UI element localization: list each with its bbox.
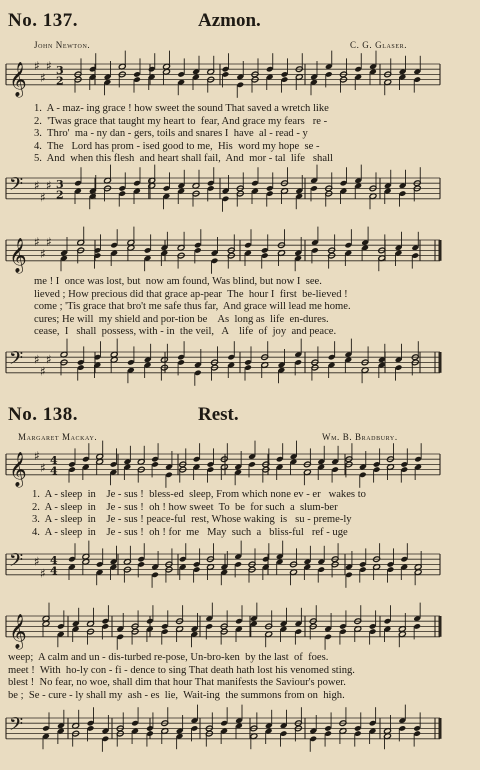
time-signature-bottom: 4 — [50, 464, 58, 478]
sharp-icon: ♯ — [40, 247, 46, 262]
verse-line: 2. A - sleep in Je - sus ! oh ! how sweet To be for such a slum-ber — [32, 501, 338, 513]
sharp-icon: ♯ — [40, 190, 46, 205]
sharp-icon: ♯ — [34, 235, 40, 250]
hymn-137-verses-part-1 — [34, 103, 333, 166]
sharp-icon: ♯ — [46, 352, 52, 367]
bass-clef-icon: 𝄢 — [9, 348, 24, 374]
sharp-icon: ♯ — [40, 566, 46, 581]
hymn-138-author: Margaret Mackay. — [18, 432, 98, 442]
verse-line: be ; Se - cure - ly shall my ash - es lie, Wait-ing the summons from on high. — [8, 689, 345, 701]
hymn-138-number: No. 138. — [8, 404, 78, 425]
verse-line: 1. A - sleep in Je - sus ! bless-ed sleep, From which none ev - er wakes to — [32, 489, 366, 500]
hymn-137-system-2-bass-staff — [0, 340, 480, 400]
verse-line: 2. 'Twas grace that taught my heart to fear, And grace my fears re - — [34, 115, 328, 127]
hymn-138-title: Rest. — [198, 404, 239, 425]
verse-line: 5. And when this flesh and heart shall fail, And mor - tal life shall — [34, 153, 333, 165]
treble-clef-icon: 𝄞 — [9, 451, 27, 487]
verse-line: me ! I once was lost, but now am found, Was blind, but now I see. — [34, 276, 322, 287]
verse-line: cease, I shall possess, with - in the veil, A life of joy and peace. — [34, 326, 337, 338]
sharp-icon: ♯ — [40, 71, 46, 86]
hymn-137-title: Azmon. — [198, 10, 261, 31]
sharp-icon: ♯ — [34, 59, 40, 74]
time-signature-top: 4 — [50, 553, 58, 567]
bass-clef-icon: 𝄢 — [9, 550, 24, 576]
time-signature-bottom: 2 — [56, 74, 64, 88]
sharp-icon: ♯ — [34, 554, 40, 569]
sharp-icon: ♯ — [34, 449, 40, 464]
verse-line: lieved ; How precious did that grace ap-pear The hour I first be-lieved ! — [34, 288, 348, 300]
bass-clef-icon: 𝄢 — [9, 714, 24, 740]
hymn-138-system-1-bass-staff — [0, 542, 480, 602]
verse-line: weep; A calm and un - dis-turbed re-pose, Un-bro-ken by the last of foes. — [8, 652, 329, 663]
treble-clef-icon: 𝄞 — [9, 613, 27, 649]
treble-clef-icon: 𝄞 — [9, 237, 27, 273]
hymn-137-composer: C. G. Glaser. — [350, 40, 408, 50]
verse-line: 4. A - sleep in Je - sus ! oh ! for me May such a bliss-ful ref - uge — [32, 526, 348, 538]
hymn-138-composer: Wm. B. Bradbury. — [322, 432, 398, 442]
hymn-137-number: No. 137. — [8, 10, 78, 31]
hymn-138-system-2-bass-staff — [0, 706, 480, 766]
verse-line: 3. Thro' ma - ny dan - gers, toils and snares I have al - read - y — [34, 128, 308, 140]
sharp-icon: ♯ — [46, 59, 52, 74]
verse-line: come ; 'Tis grace that bro't me safe thus far, And grace will lead me home. — [34, 301, 351, 313]
sharp-icon: ♯ — [40, 461, 46, 476]
time-signature-top: 3 — [56, 63, 64, 77]
verse-line: cures; He will my shield and por-tion be As long as life en-dures. — [34, 313, 329, 325]
time-signature-bottom: 4 — [50, 564, 58, 578]
sharp-icon: ♯ — [34, 178, 40, 193]
sharp-icon: ♯ — [40, 364, 46, 379]
sharp-icon: ♯ — [46, 178, 52, 193]
hymn-137-verses-part-2 — [34, 276, 351, 339]
hymn-138-verses-part-1 — [32, 489, 366, 539]
verse-line: blest ! No fear, no woe, shall dim that hour That manifests the Saviour's power. — [8, 677, 346, 689]
time-signature-bottom: 2 — [56, 188, 64, 202]
time-signature-top: 4 — [50, 453, 58, 467]
time-signature-top: 3 — [56, 177, 64, 191]
sharp-icon: ♯ — [34, 352, 40, 367]
hymn-137-author: John Newton. — [34, 40, 91, 50]
sharp-icon: ♯ — [46, 235, 52, 250]
verse-line: 4. The Lord has prom - ised good to me, His word my hope se - — [34, 140, 320, 152]
treble-clef-icon: 𝄞 — [9, 61, 27, 97]
verse-line: 1. A - maz- ing grace ! how sweet the sound That saved a wretch like — [34, 103, 329, 114]
hymn-137-system-1-bass-staff — [0, 166, 480, 226]
hymn-138-verses-part-2 — [8, 652, 355, 702]
verse-line: meet ! With ho-ly con - fi - dence to sing That death hath lost his venomed sting. — [8, 664, 355, 676]
bass-clef-icon: 𝄢 — [9, 174, 24, 200]
verse-line: 3. A - sleep in Je - sus ! peace-ful rest, Whose waking is su - preme-ly — [32, 514, 352, 526]
